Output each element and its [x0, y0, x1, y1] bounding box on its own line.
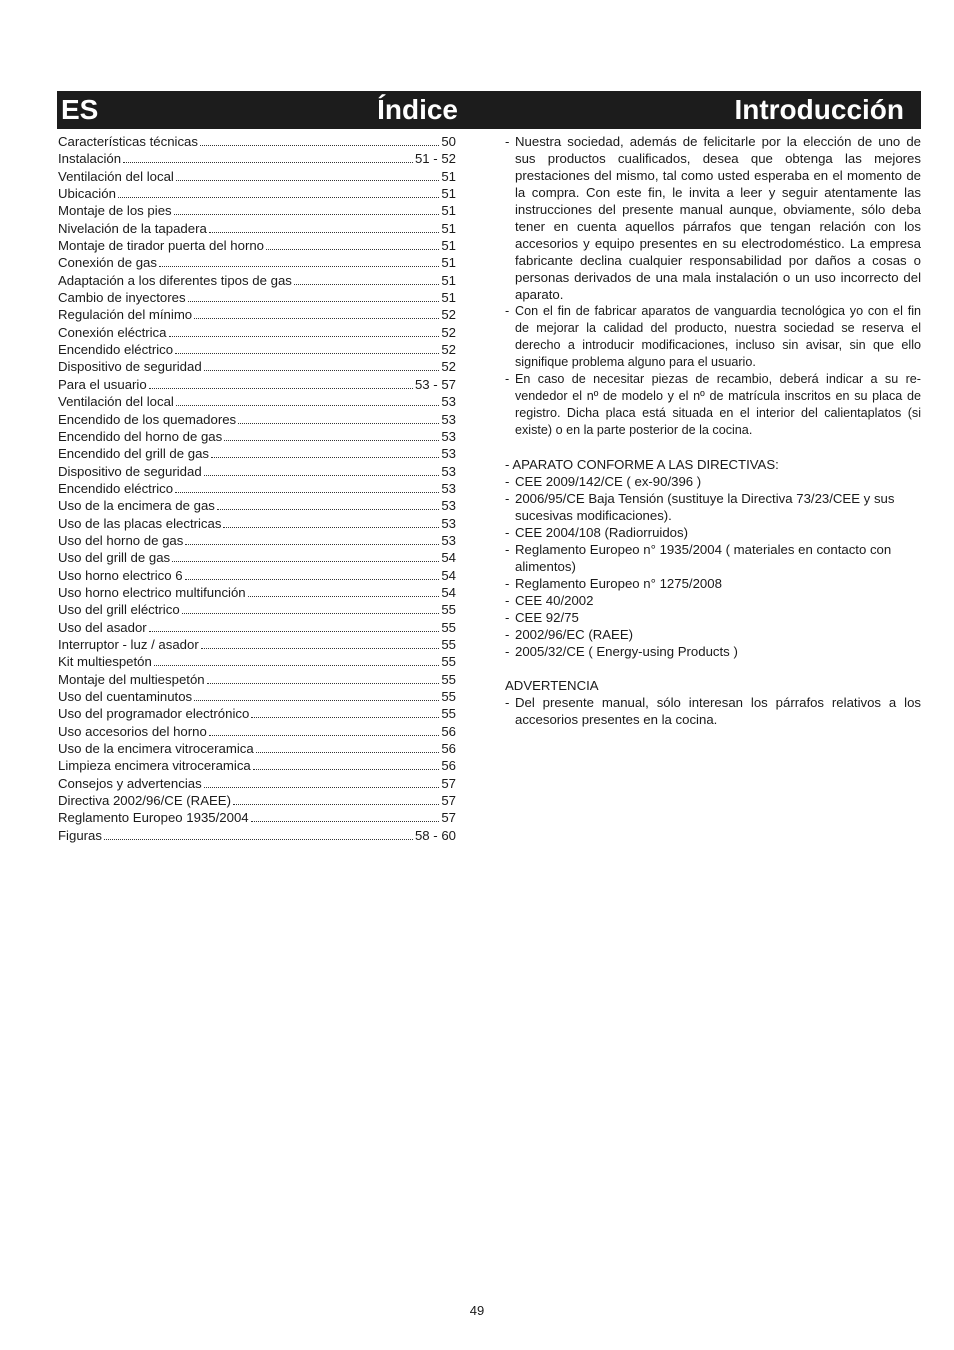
toc-entry-page: 57 — [441, 775, 456, 791]
toc-leader-dots — [174, 214, 440, 215]
toc-entry-title: Encendido eléctrico — [58, 342, 174, 358]
toc-entry — [58, 341, 456, 358]
toc-leader-dots — [185, 544, 439, 545]
toc-entry-title: Dispositivo de seguridad — [58, 463, 202, 479]
toc-entry — [58, 393, 456, 410]
directive-item: - Reglamento Europeo n° 1935/2004 ( materiales en contacto con alimentos) — [505, 542, 892, 574]
toc-entry-title: Regulación del mínimo — [58, 307, 193, 323]
toc-entry-title: Montaje de tirador puerta del horno — [58, 238, 265, 254]
toc-entry — [58, 463, 456, 480]
toc-entry-title: Directiva 2002/96/CE (RAEE) — [58, 793, 231, 809]
toc-entry-title: Consejos y advertencias — [58, 775, 202, 791]
toc-entry-page: 50 — [441, 134, 456, 149]
toc-entry — [58, 202, 456, 219]
toc-leader-dots — [154, 665, 440, 666]
directive-item: - CEE 40/2002 — [505, 593, 594, 608]
toc-entry — [58, 376, 456, 393]
toc-entry-title: Adaptación a los diferentes tipos de gas — [58, 272, 292, 288]
toc-entry-title: Dispositivo de seguridad — [58, 359, 202, 375]
directive-item: - CEE 2004/108 (Radiorruidos) — [505, 525, 688, 540]
toc-entry-page: 56 — [441, 741, 456, 757]
toc-entry — [58, 567, 456, 584]
toc-entry-title: Uso del asador — [58, 619, 147, 635]
toc-entry-page: 58 - 60 — [414, 827, 456, 843]
toc-entry-title: Encendido del horno de gas — [58, 428, 223, 444]
toc-entry — [58, 549, 456, 566]
directive-item: - CEE 92/75 — [505, 610, 579, 625]
toc-entry-page: 51 — [441, 203, 456, 219]
toc-leader-dots — [251, 821, 440, 822]
toc-leader-dots — [188, 301, 440, 302]
toc-entry-page: 51 — [441, 168, 456, 184]
toc-entry — [58, 723, 456, 740]
toc-entry-title: Instalación — [58, 151, 122, 167]
toc-leader-dots — [149, 388, 413, 389]
toc-entry — [58, 237, 456, 254]
toc-entry-title: Encendido eléctrico — [58, 480, 174, 496]
toc-leader-dots — [194, 318, 439, 319]
toc-entry-page: 56 — [441, 723, 456, 739]
toc-leader-dots — [224, 440, 439, 441]
toc-entry-page: 51 — [441, 238, 456, 254]
toc-leader-dots — [200, 145, 439, 146]
toc-entry-title: Encendido de los quemadores — [58, 411, 237, 427]
toc-entry-page: 52 — [441, 359, 456, 375]
warning-heading: ADVERTENCIA — [505, 678, 599, 693]
toc-entry-page: 51 — [441, 272, 456, 288]
section-header-bar — [57, 91, 921, 129]
intro-paragraph: - Nuestra sociedad, además de felicitarle por la elección de uno de sus productos cualificados, desea que obtenga las mejores prestaciones del mismo, tal como usted esperaba en el momento de la compra. Con este fin, le invita a leer y seguir atentamente las instrucciones del presente manual aunque, obviamente, sólo deba tener en cuenta aquellos párrafos que tengan relación con los accesorios y equipo presentes en su electrodoméstico. La empresa fabricante declina cualquier responsabilidad por daños a cosas o personas derivados de una mala instalación o un uso incorrecto del aparato. — [505, 134, 921, 302]
toc-entry — [58, 601, 456, 618]
toc-entry-page: 55 — [441, 671, 456, 687]
toc-entry-title: Reglamento Europeo 1935/2004 — [58, 810, 249, 826]
toc-entry-title: Figuras — [58, 827, 102, 843]
toc-entry-page: 54 — [441, 550, 456, 566]
toc-entry-title: Uso del horno de gas — [58, 532, 184, 548]
toc-entry — [58, 653, 456, 670]
toc-entry-title: Limpieza encimera vitroceramica — [58, 758, 251, 774]
toc-entry-page: 55 — [441, 636, 456, 652]
toc-entry — [58, 827, 456, 844]
toc-leader-dots — [149, 631, 440, 632]
toc-entry-page: 56 — [441, 758, 456, 774]
toc-leader-dots — [294, 284, 439, 285]
toc-entry-page: 52 — [441, 342, 456, 358]
toc-entry — [58, 809, 456, 826]
toc-entry — [58, 289, 456, 306]
toc-leader-dots — [159, 266, 439, 267]
toc-leader-dots — [256, 752, 440, 753]
toc-entry — [58, 705, 456, 722]
toc-entry — [58, 584, 456, 601]
toc-entry-title: Montaje del multiespetón — [58, 671, 205, 687]
toc-leader-dots — [251, 717, 439, 718]
toc-entry-page: 55 — [441, 619, 456, 635]
toc-entry-title: Uso de la encimera de gas — [58, 498, 215, 514]
toc-leader-dots — [217, 509, 439, 510]
intro-paragraph: - En caso de necesitar piezas de recambio, deberá indicar a su re-vendedor el nº de modelo y el nº de matrícula inscritos en su placa de registro. Dicha placa está situada en el interior del calientaplatos (si existe) o en la parte posterior de la cocina. — [505, 372, 921, 437]
toc-entry — [58, 220, 456, 237]
toc-entry-page: 54 — [441, 567, 456, 583]
toc-entry — [58, 480, 456, 497]
directive-item: - Reglamento Europeo n° 1275/2008 — [505, 576, 722, 591]
toc-entry-page: 53 — [441, 463, 456, 479]
toc-entry-title: Ventilación del local — [58, 394, 174, 410]
toc-entry-page: 52 — [441, 307, 456, 323]
toc-entry — [58, 532, 456, 549]
toc-entry — [58, 411, 456, 428]
toc-entry — [58, 515, 456, 532]
introduction-title: Introducción — [734, 94, 904, 125]
toc-entry-page: 57 — [441, 810, 456, 826]
toc-entry-page: 53 — [441, 515, 456, 531]
toc-entry — [58, 272, 456, 289]
toc-leader-dots — [123, 162, 413, 163]
directive-item: - 2006/95/CE Baja Tensión (sustituye la Directiva 73/23/CEE y sus sucesivas modificaciones). — [505, 491, 895, 523]
toc-entry-page: 53 — [441, 532, 456, 548]
toc-leader-dots — [204, 370, 440, 371]
toc-leader-dots — [175, 492, 439, 493]
toc-entry — [58, 775, 456, 792]
toc-entry-title: Montaje de los pies — [58, 203, 172, 219]
introduction-section — [505, 133, 921, 728]
toc-entry-title: Para el usuario — [58, 376, 147, 392]
toc-entry — [58, 133, 456, 150]
toc-entry-page: 55 — [441, 706, 456, 722]
warning-text: - Del presente manual, sólo interesan los párrafos relativos a los accesorios presentes en la cocina. — [505, 695, 921, 727]
toc-entry-title: Kit multiespetón — [58, 654, 152, 670]
directive-item: - CEE 2009/142/CE ( ex-90/396 ) — [505, 474, 702, 489]
toc-leader-dots — [176, 180, 439, 181]
toc-entry — [58, 185, 456, 202]
toc-entry-title: Uso de las placas electricas — [58, 515, 222, 531]
toc-entry — [58, 445, 456, 462]
toc-entry — [58, 306, 456, 323]
toc-entry — [58, 757, 456, 774]
toc-entry-page: 53 — [441, 394, 456, 410]
toc-entry — [58, 740, 456, 757]
toc-entry — [58, 792, 456, 809]
toc-leader-dots — [172, 561, 439, 562]
table-of-contents — [58, 133, 456, 844]
toc-entry-page: 51 - 52 — [414, 151, 456, 167]
toc-entry-title: Cambio de inyectores — [58, 290, 186, 306]
toc-entry-page: 55 — [441, 602, 456, 618]
toc-leader-dots — [169, 336, 440, 337]
toc-leader-dots — [266, 249, 439, 250]
toc-entry-title: Conexión eléctrica — [58, 324, 167, 340]
toc-leader-dots — [104, 839, 413, 840]
toc-leader-dots — [209, 232, 440, 233]
toc-leader-dots — [176, 405, 439, 406]
toc-leader-dots — [238, 423, 439, 424]
toc-entry — [58, 150, 456, 167]
toc-leader-dots — [182, 613, 440, 614]
toc-leader-dots — [175, 353, 439, 354]
toc-entry-title: Conexión de gas — [58, 255, 157, 271]
toc-entry — [58, 497, 456, 514]
toc-leader-dots — [118, 197, 439, 198]
toc-entry-title: Uso del grill de gas — [58, 550, 171, 566]
toc-leader-dots — [223, 527, 439, 528]
toc-entry-page: 51 — [441, 255, 456, 271]
toc-entry-title: Encendido del grill de gas — [58, 446, 210, 462]
intro-paragraph: - Con el fin de fabricar aparatos de vanguardia tecnológica yo con el fin de mejorar la calidad del producto, nuestra sociedad se reserva el derecho a introducir modificaciones, incluso sin avisar, sin que ello signifique problema alguno para el usuario. — [505, 304, 921, 369]
toc-entry-page: 51 — [441, 186, 456, 202]
index-title: Índice — [377, 94, 458, 125]
toc-entry — [58, 358, 456, 375]
toc-entry — [58, 619, 456, 636]
toc-leader-dots — [209, 735, 440, 736]
toc-entry-page: 54 — [441, 584, 456, 600]
toc-entry-title: Uso accesorios del horno — [58, 723, 207, 739]
toc-entry-page: 53 — [441, 480, 456, 496]
toc-leader-dots — [248, 596, 440, 597]
toc-entry-page: 51 — [441, 220, 456, 236]
directives-list — [505, 473, 921, 660]
toc-entry-page: 53 — [441, 411, 456, 427]
toc-entry-title: Uso de la encimera vitroceramica — [58, 741, 254, 757]
directives-heading: - APARATO CONFORME A LAS DIRECTIVAS: — [505, 457, 779, 472]
toc-entry — [58, 254, 456, 271]
toc-entry-title: Uso horno electrico multifunción — [58, 584, 246, 600]
toc-entry-page: 52 — [441, 324, 456, 340]
toc-entry-title: Uso del programador electrónico — [58, 706, 250, 722]
toc-leader-dots — [204, 475, 440, 476]
toc-entry-title: Ubicación — [58, 186, 116, 202]
toc-entry-page: 53 — [441, 428, 456, 444]
toc-leader-dots — [233, 804, 439, 805]
toc-entry-page: 55 — [441, 654, 456, 670]
toc-leader-dots — [253, 769, 440, 770]
toc-entry-page: 53 - 57 — [414, 376, 456, 392]
toc-entry-title: Uso del cuentaminutos — [58, 689, 193, 704]
toc-entry-page: 53 — [441, 446, 456, 462]
toc-leader-dots — [211, 457, 439, 458]
toc-entry-title: Nivelación de la tapadera — [58, 220, 207, 236]
toc-entry — [58, 324, 456, 341]
toc-entry-title: Uso horno electrico 6 — [58, 567, 183, 583]
toc-leader-dots — [201, 648, 440, 649]
toc-entry-title: Ventilación del local — [58, 168, 174, 184]
toc-leader-dots — [204, 787, 440, 788]
toc-entry-title: Interruptor - luz / asador — [58, 636, 199, 652]
toc-entry-page: 51 — [441, 290, 456, 306]
toc-entry-page: 53 — [441, 498, 456, 514]
toc-entry — [58, 636, 456, 653]
toc-entry-page: 57 — [441, 793, 456, 809]
toc-leader-dots — [194, 700, 439, 701]
toc-entry — [58, 428, 456, 445]
toc-entry-title: Características técnicas — [58, 134, 198, 149]
toc-leader-dots — [185, 579, 440, 580]
directive-item: - 2002/96/EC (RAEE) — [505, 627, 634, 642]
toc-entry — [58, 168, 456, 185]
page-number: 49 — [469, 1303, 485, 1318]
toc-entry — [58, 688, 456, 705]
directive-item: - 2005/32/CE ( Energy-using Products ) — [505, 644, 738, 659]
toc-entry-title: Uso del grill eléctrico — [58, 602, 180, 618]
toc-entry — [58, 671, 456, 688]
toc-entry-page: 55 — [441, 689, 456, 704]
language-code: ES — [61, 94, 99, 125]
toc-leader-dots — [207, 683, 440, 684]
